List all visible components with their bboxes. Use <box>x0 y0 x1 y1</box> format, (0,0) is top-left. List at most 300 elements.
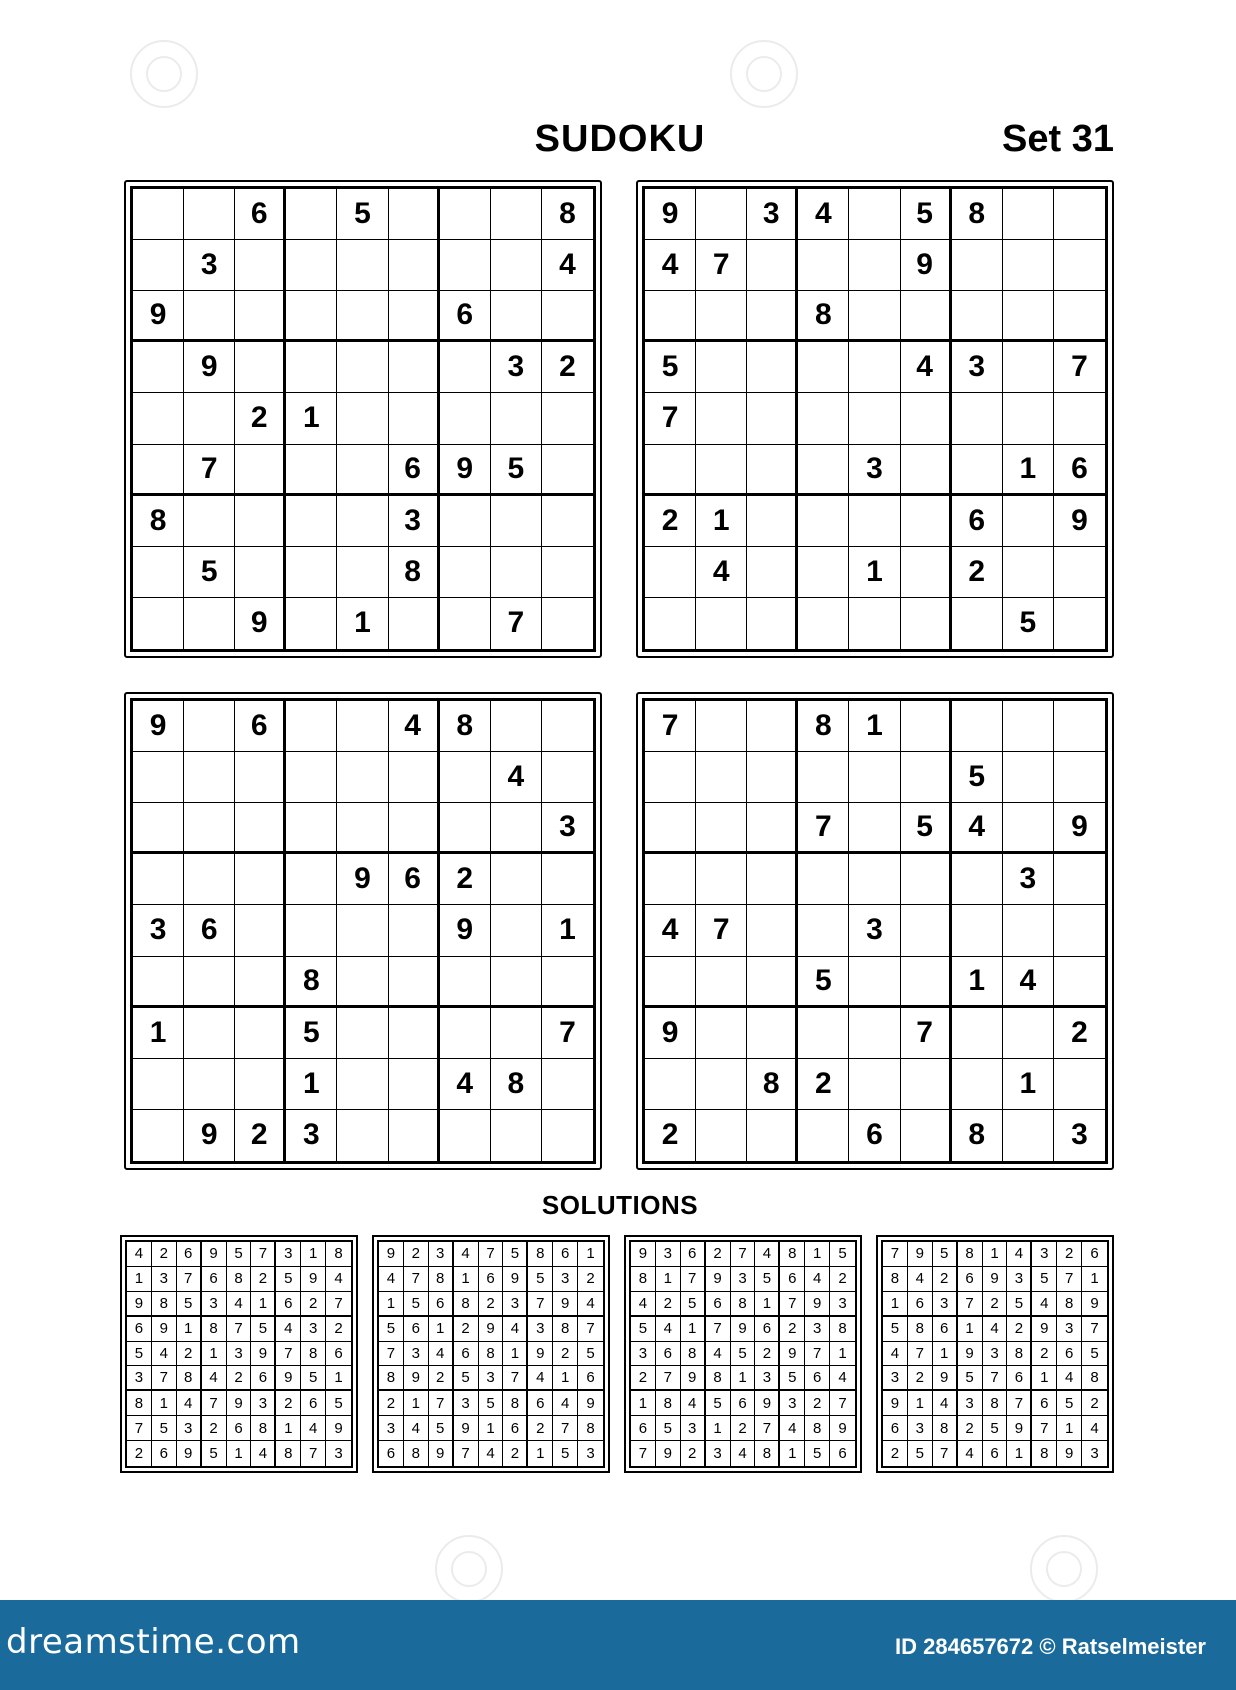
cell-r8-c2: 5 <box>184 547 235 598</box>
footer-bar <box>0 1600 1236 1690</box>
cell-r4-c9: 7 <box>578 1317 603 1342</box>
cell-r8-c3: 5 <box>429 1416 454 1441</box>
cell-r7-c9: 2 <box>1054 1008 1105 1059</box>
cell-r4-c8 <box>491 854 542 905</box>
cell-r2-c4 <box>798 240 849 291</box>
cell-r5-c1: 4 <box>645 905 696 956</box>
cell-r2-c4 <box>286 240 337 291</box>
cell-r1-c9 <box>1054 189 1105 240</box>
cell-r2-c7: 5 <box>1032 1267 1057 1292</box>
cell-r1-c5: 7 <box>479 1242 504 1267</box>
cell-r7-c3 <box>235 496 286 547</box>
cell-r6-c1: 3 <box>127 1366 152 1391</box>
cell-r3-c7: 4 <box>1032 1292 1057 1317</box>
cell-r6-c2 <box>184 957 235 1008</box>
cell-r9-c6: 2 <box>503 1441 528 1466</box>
cell-r5-c7: 9 <box>440 905 491 956</box>
cell-r8-c9 <box>542 547 593 598</box>
cell-r1-c3: 6 <box>681 1242 706 1267</box>
cell-r6-c3: 9 <box>933 1366 958 1391</box>
cell-r5-c3: 8 <box>681 1342 706 1367</box>
cell-r5-c7: 9 <box>528 1342 553 1367</box>
cell-r6-c8: 1 <box>1003 445 1054 496</box>
cell-r3-c3 <box>747 291 798 342</box>
cell-r6-c2: 9 <box>404 1366 429 1391</box>
cell-r2-c6: 9 <box>901 240 952 291</box>
cell-r1-c5: 7 <box>731 1242 756 1267</box>
cell-r9-c5 <box>849 598 900 649</box>
cell-r4-c2: 4 <box>656 1317 681 1342</box>
cell-r1-c9 <box>1054 701 1105 752</box>
cell-r9-c4 <box>286 598 337 649</box>
cell-r4-c2 <box>696 854 747 905</box>
cell-r5-c6 <box>389 393 440 444</box>
cell-r8-c1 <box>645 547 696 598</box>
cell-r4-c8: 3 <box>1003 854 1054 905</box>
cell-r4-c3: 6 <box>933 1317 958 1342</box>
cell-r1-c7: 8 <box>780 1242 805 1267</box>
cell-r3-c9 <box>1054 291 1105 342</box>
cell-r1-c5: 1 <box>983 1242 1008 1267</box>
cell-r8-c9 <box>542 1059 593 1110</box>
cell-r5-c1 <box>133 393 184 444</box>
cell-r9-c7: 1 <box>528 1441 553 1466</box>
cell-r9-c3: 9 <box>429 1441 454 1466</box>
cell-r7-c7: 2 <box>276 1391 301 1416</box>
cell-r4-c7: 3 <box>528 1317 553 1342</box>
cell-r4-c4 <box>286 854 337 905</box>
cell-r1-c6: 7 <box>251 1242 276 1267</box>
cell-r5-c2 <box>696 393 747 444</box>
cell-r4-c5: 7 <box>227 1317 252 1342</box>
cell-r1-c2 <box>184 189 235 240</box>
cell-r3-c8: 9 <box>805 1292 830 1317</box>
cell-r1-c6 <box>389 189 440 240</box>
cell-r2-c5: 3 <box>731 1267 756 1292</box>
cell-r6-c2: 7 <box>656 1366 681 1391</box>
cell-r8-c8: 7 <box>553 1416 578 1441</box>
cell-r5-c5: 3 <box>849 905 900 956</box>
cell-r1-c7: 8 <box>528 1242 553 1267</box>
cell-r6-c3: 2 <box>429 1366 454 1391</box>
cell-r5-c6: 1 <box>503 1342 528 1367</box>
cell-r1-c9: 8 <box>326 1242 351 1267</box>
cell-r2-c2: 3 <box>152 1267 177 1292</box>
cell-r6-c1 <box>133 445 184 496</box>
cell-r3-c2 <box>696 803 747 854</box>
cell-r7-c2: 8 <box>656 1391 681 1416</box>
cell-r9-c9 <box>542 598 593 649</box>
cell-r5-c1: 3 <box>133 905 184 956</box>
cell-r3-c4: 8 <box>798 291 849 342</box>
cell-r5-c4: 4 <box>706 1342 731 1367</box>
cell-r2-c4 <box>798 752 849 803</box>
cell-r8-c4: 1 <box>286 1059 337 1110</box>
cell-r7-c9: 2 <box>1082 1391 1107 1416</box>
cell-r6-c9 <box>542 957 593 1008</box>
cell-r7-c9: 9 <box>578 1391 603 1416</box>
cell-r5-c5: 8 <box>479 1342 504 1367</box>
cell-r2-c6 <box>389 752 440 803</box>
cell-r7-c4 <box>286 496 337 547</box>
cell-r8-c3: 8 <box>747 1059 798 1110</box>
cell-r1-c1: 7 <box>645 701 696 752</box>
cell-r1-c6: 5 <box>901 189 952 240</box>
cell-r3-c6: 1 <box>755 1292 780 1317</box>
cell-r7-c5: 5 <box>479 1391 504 1416</box>
cell-r6-c6: 6 <box>251 1366 276 1391</box>
cell-r1-c5 <box>337 701 388 752</box>
cell-r3-c4: 7 <box>798 803 849 854</box>
cell-r2-c6: 3 <box>1007 1267 1032 1292</box>
cell-r4-c5 <box>849 342 900 393</box>
cell-r6-c5: 1 <box>731 1366 756 1391</box>
cell-r4-c2 <box>184 854 235 905</box>
cell-r5-c4 <box>798 905 849 956</box>
cell-r8-c8: 8 <box>805 1416 830 1441</box>
cell-r7-c4 <box>798 1008 849 1059</box>
cell-r7-c4: 7 <box>202 1391 227 1416</box>
cell-r6-c5 <box>337 957 388 1008</box>
cell-r2-c1: 8 <box>631 1267 656 1292</box>
cell-r4-c9: 2 <box>326 1317 351 1342</box>
cell-r3-c6: 5 <box>1007 1292 1032 1317</box>
cell-r4-c9: 2 <box>542 342 593 393</box>
cell-r6-c6 <box>901 445 952 496</box>
cell-r6-c7 <box>440 957 491 1008</box>
cell-r9-c1 <box>133 1110 184 1161</box>
cell-r7-c4: 3 <box>958 1391 983 1416</box>
cell-r1-c6: 5 <box>503 1242 528 1267</box>
cell-r7-c2: 1 <box>152 1391 177 1416</box>
cell-r9-c7: 8 <box>1032 1441 1057 1466</box>
cell-r2-c1 <box>645 752 696 803</box>
cell-r2-c4: 6 <box>202 1267 227 1292</box>
set-label: Set 31 <box>1002 118 1114 160</box>
cell-r9-c9: 6 <box>838 1445 847 1463</box>
cell-r3-c8 <box>491 291 542 342</box>
cell-r4-c3: 1 <box>177 1317 202 1342</box>
cell-r6-c9 <box>1054 957 1105 1008</box>
cell-r9-c9: 3 <box>1090 1445 1099 1463</box>
cell-r6-c2: 2 <box>908 1366 933 1391</box>
cell-r2-c4: 9 <box>706 1267 731 1292</box>
cell-r1-c4: 4 <box>798 189 849 240</box>
cell-r5-c8: 6 <box>1057 1342 1082 1367</box>
cell-r2-c5 <box>849 752 900 803</box>
cell-r3-c3: 3 <box>933 1292 958 1317</box>
cell-r9-c6: 8 <box>755 1441 780 1466</box>
cell-r6-c7 <box>952 445 1003 496</box>
cell-r7-c6: 3 <box>389 496 440 547</box>
cell-r9-c5: 6 <box>983 1441 1008 1466</box>
cell-r1-c3 <box>747 701 798 752</box>
cell-r9-c9: 3 <box>586 1445 595 1463</box>
cell-r2-c2: 3 <box>184 240 235 291</box>
cell-r1-c9: 6 <box>1082 1242 1107 1267</box>
cell-r9-c6: 1 <box>1007 1441 1032 1466</box>
cell-r9-c3 <box>747 598 798 649</box>
cell-r1-c2 <box>184 701 235 752</box>
cell-r9-c7 <box>952 598 1003 649</box>
cell-r8-c3 <box>235 1059 286 1110</box>
cell-r3-c7: 6 <box>276 1292 301 1317</box>
cell-r4-c9: 7 <box>1054 342 1105 393</box>
cell-r8-c3 <box>235 547 286 598</box>
cell-r6-c3: 8 <box>177 1366 202 1391</box>
cell-r1-c8 <box>1003 701 1054 752</box>
cell-r5-c1: 5 <box>127 1342 152 1367</box>
cell-r8-c1 <box>133 547 184 598</box>
cell-r6-c5 <box>337 445 388 496</box>
cell-r8-c5 <box>337 1059 388 1110</box>
cell-r6-c4: 8 <box>706 1366 731 1391</box>
cell-r1-c2: 9 <box>908 1242 933 1267</box>
cell-r8-c7 <box>952 1059 1003 1110</box>
cell-r3-c8 <box>491 803 542 854</box>
cell-r2-c5 <box>337 752 388 803</box>
cell-r7-c8: 4 <box>553 1391 578 1416</box>
cell-r5-c2: 3 <box>404 1342 429 1367</box>
cell-r5-c9 <box>1054 905 1105 956</box>
puzzle-grid <box>130 186 596 652</box>
cell-r5-c1: 7 <box>645 393 696 444</box>
cell-r1-c8: 6 <box>553 1242 578 1267</box>
cell-r9-c9 <box>1054 598 1105 649</box>
cell-r9-c7: 1 <box>780 1441 805 1466</box>
cell-r6-c1: 2 <box>631 1366 656 1391</box>
cell-r6-c8: 5 <box>301 1366 326 1391</box>
cell-r4-c3 <box>235 342 286 393</box>
cell-r3-c6: 1 <box>251 1292 276 1317</box>
cell-r7-c3: 7 <box>429 1391 454 1416</box>
cell-r8-c7: 2 <box>528 1416 553 1441</box>
cell-r6-c7: 4 <box>528 1366 553 1391</box>
cell-r4-c5: 4 <box>983 1317 1008 1342</box>
cell-r9-c2: 5 <box>908 1441 933 1466</box>
cell-r6-c9: 1 <box>326 1366 351 1391</box>
cell-r2-c8: 4 <box>491 752 542 803</box>
cell-r2-c7 <box>440 752 491 803</box>
cell-r7-c1: 1 <box>133 1008 184 1059</box>
cell-r2-c1 <box>133 240 184 291</box>
cell-r4-c5 <box>337 342 388 393</box>
cell-r5-c9: 1 <box>542 905 593 956</box>
cell-r4-c5 <box>849 854 900 905</box>
cell-r8-c6: 7 <box>755 1416 780 1441</box>
cell-r9-c9: 3 <box>1071 1118 1088 1152</box>
solution-4 <box>876 1235 1114 1473</box>
cell-r3-c2: 5 <box>404 1292 429 1317</box>
cell-r3-c5 <box>849 803 900 854</box>
cell-r2-c4 <box>286 752 337 803</box>
cell-r1-c3: 6 <box>235 701 286 752</box>
cell-r4-c3: 1 <box>681 1317 706 1342</box>
cell-r5-c9 <box>542 393 593 444</box>
cell-r8-c5: 1 <box>849 547 900 598</box>
cell-r8-c9 <box>1054 1059 1105 1110</box>
puzzle-grid <box>642 698 1108 1164</box>
cell-r3-c5: 2 <box>983 1292 1008 1317</box>
cell-r7-c3 <box>747 1008 798 1059</box>
cell-r2-c6: 9 <box>503 1267 528 1292</box>
cell-r4-c6: 2 <box>1007 1317 1032 1342</box>
cell-r4-c4: 8 <box>202 1317 227 1342</box>
cell-r6-c4: 4 <box>202 1366 227 1391</box>
cell-r3-c4 <box>286 803 337 854</box>
cell-r7-c9: 7 <box>542 1008 593 1059</box>
cell-r3-c7: 6 <box>440 291 491 342</box>
cell-r7-c1: 2 <box>379 1391 404 1416</box>
cell-r9-c1: 6 <box>379 1441 404 1466</box>
cell-r7-c6: 3 <box>251 1391 276 1416</box>
cell-r6-c8: 4 <box>1003 957 1054 1008</box>
cell-r1-c1: 9 <box>631 1242 656 1267</box>
cell-r3-c3: 5 <box>681 1292 706 1317</box>
cell-r5-c2: 6 <box>656 1342 681 1367</box>
cell-r2-c1 <box>133 752 184 803</box>
footer-brand[interactable]: dreamstime.com <box>6 1622 301 1662</box>
cell-r4-c6: 5 <box>251 1317 276 1342</box>
cell-r9-c8: 5 <box>805 1441 830 1466</box>
cell-r8-c8: 4 <box>301 1416 326 1441</box>
cell-r9-c7 <box>440 1110 491 1161</box>
cell-r2-c8 <box>491 240 542 291</box>
cell-r5-c3 <box>747 905 798 956</box>
cell-r3-c9: 3 <box>542 803 593 854</box>
cell-r8-c3: 3 <box>177 1416 202 1441</box>
cell-r8-c2: 5 <box>656 1416 681 1441</box>
cell-r2-c3: 7 <box>681 1267 706 1292</box>
cell-r4-c4 <box>286 342 337 393</box>
cell-r7-c2: 1 <box>908 1391 933 1416</box>
watermark-icon <box>730 40 798 108</box>
cell-r7-c2 <box>696 1008 747 1059</box>
cell-r3-c2: 8 <box>152 1292 177 1317</box>
cell-r6-c5 <box>849 957 900 1008</box>
cell-r5-c2: 4 <box>152 1342 177 1367</box>
cell-r1-c9: 8 <box>542 189 593 240</box>
cell-r7-c6: 8 <box>503 1391 528 1416</box>
cell-r2-c8 <box>1003 752 1054 803</box>
cell-r4-c3 <box>747 854 798 905</box>
cell-r9-c4: 7 <box>454 1441 479 1466</box>
cell-r8-c5: 5 <box>983 1416 1008 1441</box>
cell-r8-c6: 6 <box>503 1416 528 1441</box>
cell-r3-c2: 6 <box>908 1292 933 1317</box>
cell-r2-c3 <box>747 240 798 291</box>
cell-r7-c2 <box>184 496 235 547</box>
cell-r9-c4: 4 <box>958 1441 983 1466</box>
cell-r2-c5 <box>849 240 900 291</box>
cell-r1-c7: 3 <box>276 1242 301 1267</box>
cell-r7-c1: 9 <box>645 1008 696 1059</box>
cell-r2-c3 <box>747 752 798 803</box>
cell-r5-c9: 5 <box>578 1342 603 1367</box>
cell-r5-c6 <box>901 393 952 444</box>
cell-r7-c9: 5 <box>326 1391 351 1416</box>
cell-r2-c8: 7 <box>1057 1267 1082 1292</box>
cell-r6-c9: 6 <box>578 1366 603 1391</box>
cell-r1-c1 <box>133 189 184 240</box>
cell-r3-c9: 7 <box>326 1292 351 1317</box>
cell-r2-c1: 1 <box>127 1267 152 1292</box>
cell-r3-c6: 3 <box>503 1292 528 1317</box>
cell-r1-c6 <box>901 701 952 752</box>
cell-r9-c2 <box>696 598 747 649</box>
cell-r6-c4: 5 <box>454 1366 479 1391</box>
cell-r9-c3: 7 <box>933 1441 958 1466</box>
cell-r3-c2 <box>184 291 235 342</box>
cell-r4-c3: 1 <box>429 1317 454 1342</box>
cell-r2-c6 <box>901 752 952 803</box>
cell-r7-c8: 5 <box>1057 1391 1082 1416</box>
cell-r2-c2: 7 <box>696 240 747 291</box>
cell-r4-c4: 2 <box>454 1317 479 1342</box>
cell-r2-c5: 8 <box>227 1267 252 1292</box>
cell-r3-c3 <box>747 803 798 854</box>
cell-r3-c9: 9 <box>1082 1292 1107 1317</box>
cell-r4-c1 <box>133 854 184 905</box>
cell-r6-c8: 6 <box>805 1366 830 1391</box>
cell-r6-c8: 4 <box>1057 1366 1082 1391</box>
cell-r7-c5 <box>849 1008 900 1059</box>
puzzle-1 <box>124 180 602 658</box>
cell-r3-c1 <box>133 803 184 854</box>
cell-r4-c8: 3 <box>491 342 542 393</box>
cell-r3-c5: 8 <box>731 1292 756 1317</box>
cell-r1-c3: 6 <box>235 189 286 240</box>
cell-r9-c6 <box>389 598 440 649</box>
cell-r3-c7: 7 <box>528 1292 553 1317</box>
cell-r5-c7 <box>440 393 491 444</box>
cell-r8-c2 <box>184 1059 235 1110</box>
cell-r2-c2: 4 <box>908 1267 933 1292</box>
cell-r7-c7 <box>440 1008 491 1059</box>
cell-r8-c5: 2 <box>731 1416 756 1441</box>
cell-r5-c1: 7 <box>379 1342 404 1367</box>
cell-r4-c5: 9 <box>337 854 388 905</box>
cell-r5-c6 <box>901 905 952 956</box>
cell-r7-c3: 4 <box>681 1391 706 1416</box>
cell-r1-c8 <box>491 701 542 752</box>
cell-r6-c4 <box>798 445 849 496</box>
cell-r1-c4: 4 <box>454 1242 479 1267</box>
cell-r9-c8 <box>491 1110 542 1161</box>
cell-r8-c9: 9 <box>326 1416 351 1441</box>
cell-r1-c6: 4 <box>389 701 440 752</box>
cell-r7-c6: 7 <box>1007 1391 1032 1416</box>
cell-r9-c6 <box>389 1110 440 1161</box>
cell-r6-c5: 3 <box>479 1366 504 1391</box>
cell-r4-c7: 2 <box>780 1317 805 1342</box>
cell-r1-c4 <box>286 189 337 240</box>
cell-r9-c7 <box>440 598 491 649</box>
watermark-icon <box>130 40 198 108</box>
cell-r7-c2: 1 <box>696 496 747 547</box>
cell-r2-c7: 5 <box>528 1267 553 1292</box>
cell-r2-c4: 6 <box>958 1267 983 1292</box>
cell-r9-c2: 8 <box>404 1441 429 1466</box>
cell-r6-c2 <box>696 445 747 496</box>
cell-r2-c3: 2 <box>933 1267 958 1292</box>
cell-r7-c8: 2 <box>805 1391 830 1416</box>
cell-r7-c6 <box>901 496 952 547</box>
cell-r8-c6: 8 <box>251 1416 276 1441</box>
cell-r8-c9 <box>1054 547 1105 598</box>
cell-r1-c7: 8 <box>952 189 1003 240</box>
cell-r4-c1: 5 <box>645 342 696 393</box>
